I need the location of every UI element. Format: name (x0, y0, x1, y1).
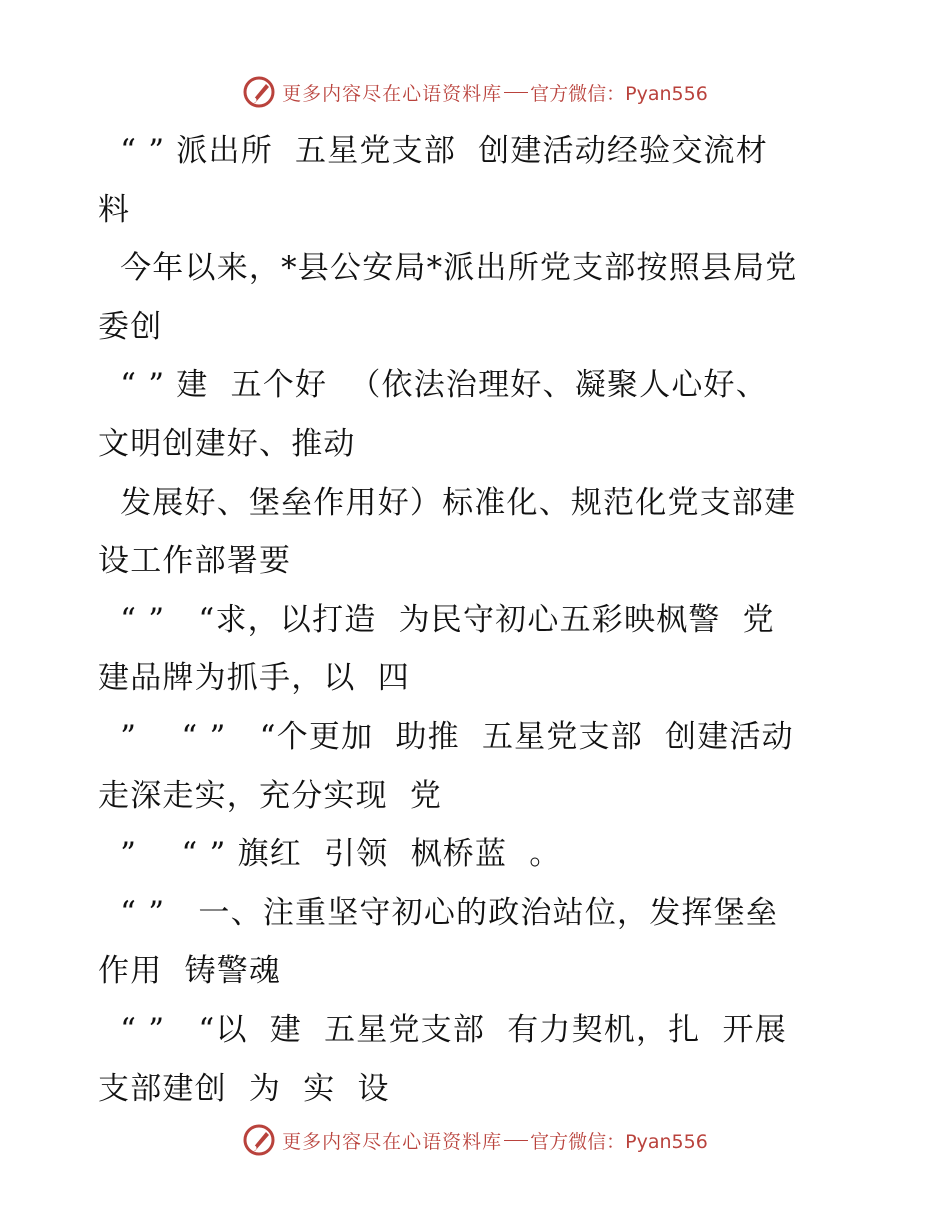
text-line: “ ” 派出所 五星党支部 创建活动经验交流材 (98, 133, 768, 169)
text-line: 走深走实，充分实现 党 (98, 777, 443, 814)
text-line: 今年以来，*县公安局*派出所党支部按照县局党 (98, 250, 798, 287)
text-line: “ ” “以 建 五星党支部 有力契机，扎 开展 (98, 1011, 787, 1048)
text-line: 设工作部署要 (98, 543, 292, 580)
text-line: ” “ ” 旗红 引领 枫桥蓝 。 (98, 836, 562, 873)
text-line: ” “ ” “个更加 助推 五星党支部 创建活动 (98, 718, 794, 755)
text-line: “ ” 建 五个好 （依法治理好、凝聚人心好、 (98, 367, 768, 404)
header-banner (0, 70, 950, 114)
text-line: 建品牌为抓手，以 四 (98, 660, 410, 697)
banner-text: 更多内容尽在心语资料库 (282, 82, 503, 105)
text-line: 作用 铸警魂 (98, 953, 282, 990)
text-line: 发展好、堡垒作用好）标准化、规范化党支部建 (98, 484, 797, 521)
footer-banner (0, 1118, 950, 1162)
text-line: “ ” 一、注重坚守初心的政治站位，发挥堡垒 (98, 894, 779, 931)
banner-wechat: 官方微信：Pyan556 (530, 1130, 708, 1153)
text-line: 料 (98, 191, 131, 228)
text-line: 委创 (98, 308, 163, 345)
banner-divider (504, 1140, 528, 1141)
text-line: 支部建创 为 实 设 (98, 1070, 390, 1107)
document-body (98, 122, 850, 1118)
banner-divider (504, 92, 528, 93)
text-line: “ ” “求，以打造 为民守初心五彩映枫警 党 (98, 601, 775, 638)
pen-logo-icon (242, 1123, 276, 1157)
text-line: 文明创建好、推动 (98, 425, 356, 462)
pen-logo-icon (242, 75, 276, 109)
banner-wechat: 官方微信：Pyan556 (530, 82, 708, 105)
banner-text: 更多内容尽在心语资料库 (282, 1130, 503, 1153)
